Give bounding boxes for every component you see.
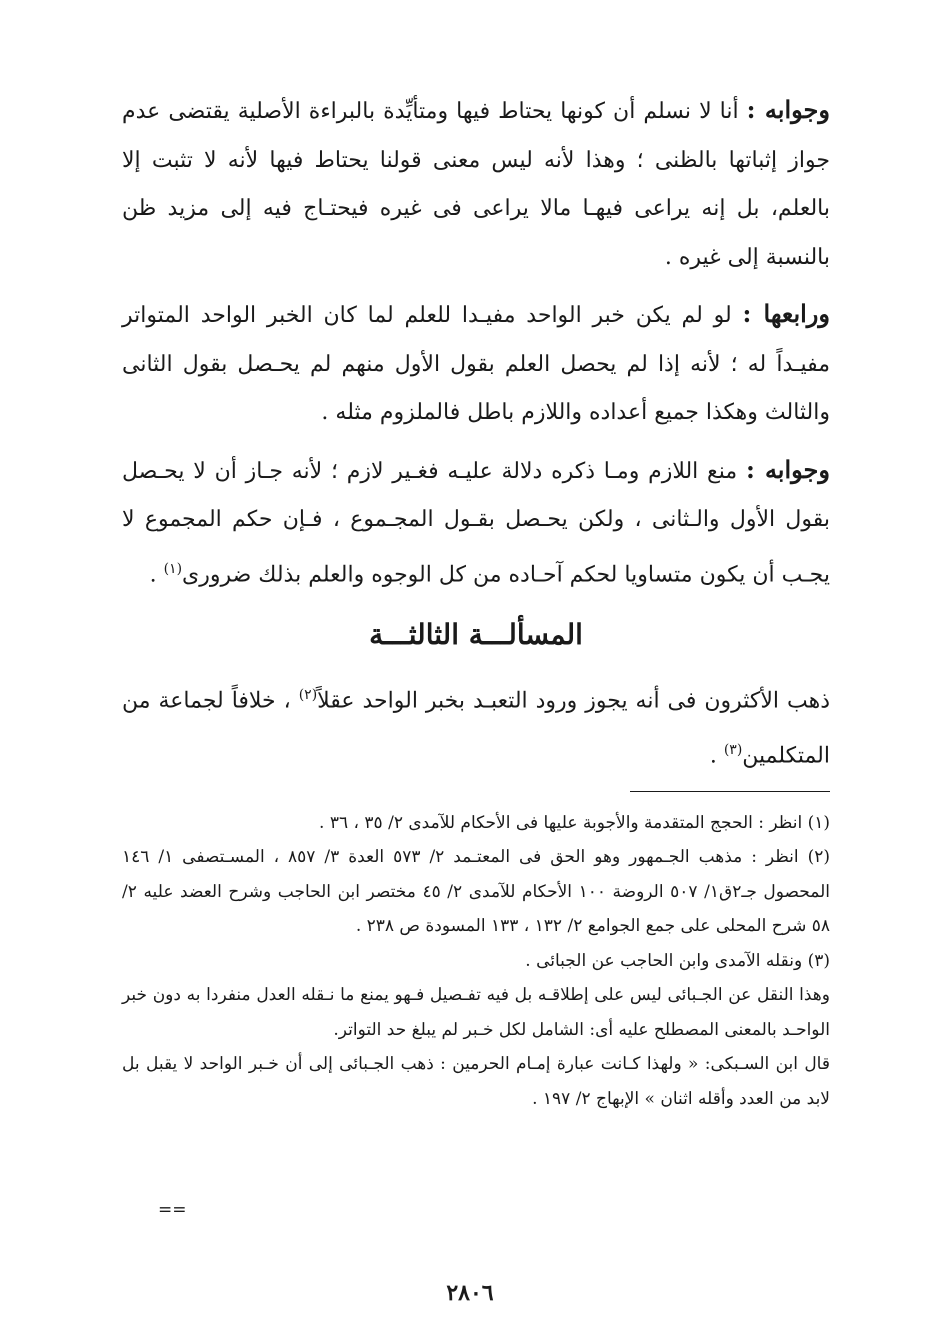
footnote-ref-1: (١) <box>163 560 183 577</box>
paragraph-tail: . <box>149 561 164 587</box>
footnote-1: (١) انظر : الحجج المتقدمة والأجوبة عليها فى الأحكام للآمدى ٢/ ٣٥ ، ٣٦ . <box>319 812 830 833</box>
paragraph-tail: . <box>709 743 724 769</box>
paragraph-answer-2 <box>122 446 830 600</box>
footnote-ref-3: (٣) <box>723 742 743 759</box>
footnote-2: (٢) انظر : مذهب الجـمهور وهو الحق فى المعتـمد ٢/ ٥٧٣ العدة ٣/ ٨٥٧ ، المسـتصفى ١/ ١٤٦ المحصول جـ٢ق١/ ٥٠٧ الروضة ١٠٠ الأحكام للآمدى ٢/ ٤٥ مختصر ابن الحاجب وشرح العضد عليه ٢/ ٥٨ شرح المحلى على جمع الجوامع ٢/ ١٣٢ ، ١٣٣ المسودة ص ٢٣٨ . <box>122 847 830 937</box>
paragraph-fourth-argument <box>122 290 830 438</box>
paragraph-text: لو لم يكن خبر الواحد مفيـدا للعلم لما كان الخبر الواحد المتواتر مفيـداً له ؛ لأنه إذا لم يحصل العلم بقول الأول منهم لم يحـصل بقول الثانى والثالث وهكذا جميع أعداده واللازم باطل فالملزوم مثله . <box>122 303 830 425</box>
paragraph-lead: ورابعها : <box>742 299 830 328</box>
footnote-divider <box>630 791 830 792</box>
paragraph-lead: وجوابه : <box>745 454 830 484</box>
section-heading: المسألـــة الثالثـــة <box>369 618 583 652</box>
footnote-3-continuation: وهذا النقل عن الجـبائى ليس على إطلاقـه بل فيه تفـصيل فـهو يمنع ما نـقله العدل منفردا به دون خبر الواحـد بالمعنى المصطلح عليه أى: الشامل لكل خـبر لم يبلغ حد التواتر. <box>122 985 830 1040</box>
footnote-ref-2: (٢) <box>298 687 318 704</box>
paragraph-text: منع اللازم ومـا ذكره دلالة عليـه فغـير لازم ؛ لأنه جـاز أن لا يحـصل بقول الأول والـثانى ، ولكن يحـصل بقـول المجـموع ، فـإن حكم المجموع لا يجـب أن يكون متساويا لحكم آحـاده من كل الوجوه والعلم بذلك ضرورى <box>122 458 830 587</box>
footnote-3: (٣) ونقله الآمدى وابن الحاجب عن الجبائى . <box>525 950 830 971</box>
paragraph-text: أنا لا نسلم أن كونها يحتاط فيها ومتأيِّدة بالبراءة الأصلية يقتضى عدم جواز إثباتها بالظنى ؛ وهذا لأنه ليس معنى قولنا يحتاط فيها لأنه لا تثبت إلا بالعلم، بل إنه يراعى فيهـا مالا يراعى فى غيره فيحتـاج فيه إلى مزيد ظن بالنسبة إلى غيره . <box>122 99 830 270</box>
paragraph-text: ذهب الأكثرون فى أنه يجوز ورود التعبـد بخبر الواحد عقلاً <box>317 688 830 714</box>
paragraph-text: ، خلافاً لجماعة من المتكلمين <box>122 688 830 769</box>
paragraph-answer-1 <box>122 86 830 282</box>
continuation-mark: == <box>158 1200 187 1220</box>
paragraph-section-intro <box>122 671 830 781</box>
footnotes <box>122 806 830 1117</box>
page-number: ٢٨٠٦ <box>446 1280 494 1306</box>
footnote-3-quote: قال ابن السـبكى: « ولهذا كـانت عبارة إمـام الحرمين : ذهب الجـبائى إلى أن خـبر الواحد لا يقبل بل لابد من العدد وأقله اثنان » الإبهاج ٢/ ١٩٧ . <box>122 1054 830 1109</box>
paragraph-lead: وجوابه : <box>746 95 830 124</box>
